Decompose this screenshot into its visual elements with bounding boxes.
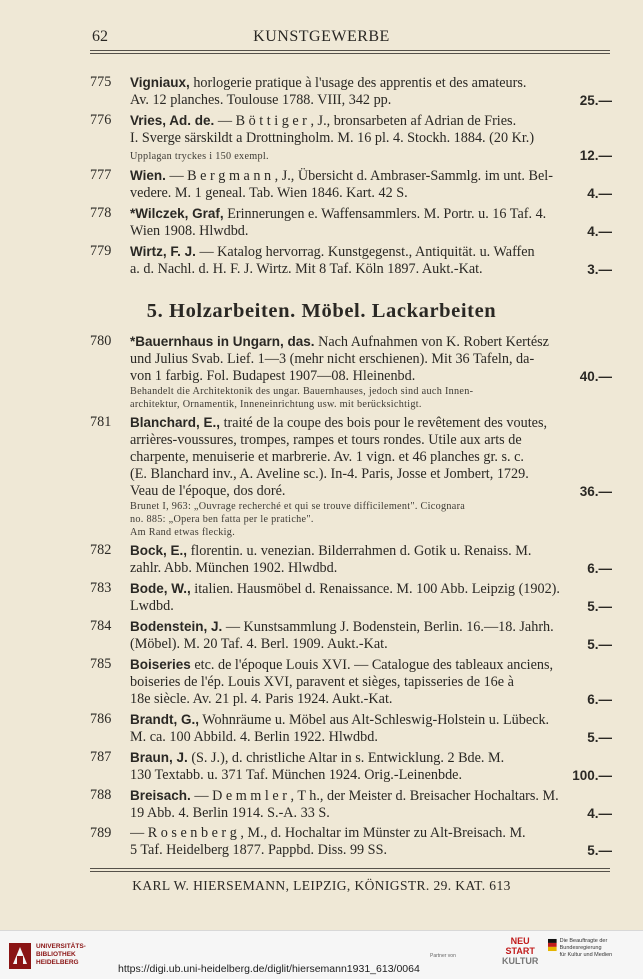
partner-label: Partner von <box>430 953 456 959</box>
entry-price: 40.— <box>579 369 612 384</box>
catalog-entry <box>90 656 612 708</box>
entry-number: 783 <box>90 580 112 596</box>
entry-text: horlogerie pratique à l'usage des apprentis et des amateurs. <box>189 75 527 91</box>
entry-note: Upplagan tryckes i 150 exempl. <box>130 151 269 162</box>
catalog-entry <box>90 749 612 784</box>
entry-text: Veau de l'époque, dos doré. <box>130 483 286 499</box>
entry-number: 789 <box>90 825 112 841</box>
entry-author: Brandt, G., <box>130 712 200 727</box>
entry-line <box>130 580 612 598</box>
entry-price: 5.— <box>587 843 612 858</box>
entry-author: Wien. <box>130 168 166 183</box>
entry-author: Breisach. <box>130 788 191 803</box>
entry-author: Braun, J. <box>130 750 188 765</box>
entry-price: 6.— <box>587 561 612 576</box>
entry-line <box>130 167 612 185</box>
entry-text: Wohnräume u. Möbel aus Alt-Schleswig-Holstein u. Lübeck. <box>199 712 550 728</box>
entry-text: — Katalog hervorrag. Kunstgegenst., Antiquität. u. Waffen <box>195 244 535 260</box>
entry-text: vedere. M. 1 geneal. Tab. Wien 1846. Kart. 42 S. <box>130 185 408 201</box>
entry-author: Bock, E., <box>130 543 188 558</box>
entry-line <box>130 749 612 767</box>
catalog-entry <box>90 542 612 577</box>
entry-text: 5 Taf. Heidelberg 1877. Pappbd. Diss. 99 SS. <box>130 842 388 858</box>
entry-text: italien. Hausmöbel d. Renaissance. M. 100 Abb. Leipzig (1902). <box>190 581 560 597</box>
header-rule <box>90 50 610 51</box>
catalog-entry <box>90 243 612 278</box>
footer-rule <box>90 868 610 869</box>
entry-line <box>130 351 612 368</box>
entry-line <box>130 636 612 653</box>
entry-line <box>130 466 612 483</box>
entry-text: (Möbel). M. 20 Taf. 4. Berl. 1909. Aukt.-Kat. <box>130 636 388 652</box>
entry-number: 775 <box>90 74 112 90</box>
entry-number: 781 <box>90 414 112 430</box>
catalog-entry <box>90 711 612 746</box>
entry-text: I. Sverge särskildt a Drottningholm. M. 16 pl. 4. Stockh. 1884. (20 Kr.) <box>130 130 535 146</box>
entry-text: charpente, menuiserie et marbrerie. Av. 1 vign. et 46 planches gr. s. c. <box>130 449 524 465</box>
entry-price: 100.— <box>572 768 612 783</box>
entry-price: 4.— <box>587 224 612 239</box>
entry-number: 780 <box>90 333 112 349</box>
entry-line <box>130 223 612 240</box>
entry-number: 778 <box>90 205 112 221</box>
entry-text: Wien 1908. Hlwdbd. <box>130 223 249 239</box>
entry-text: etc. de l'époque Louis XVI. — Catalogue des tableaux anciens, <box>190 657 554 673</box>
entry-number: 787 <box>90 749 112 765</box>
entry-text: — R o s e n b e r g , M., d. Hochaltar im Münster zu Alt-Breisach. M. <box>130 825 526 841</box>
entry-price: 4.— <box>587 186 612 201</box>
entry-price: 5.— <box>587 730 612 745</box>
entry-price: 4.— <box>587 806 612 821</box>
entry-line <box>130 691 612 708</box>
entry-note: architektur, Ornamentik, Inneneinrichtung usw. mit berücksichtigt. <box>130 399 422 410</box>
entry-author: *Wilczek, Graf, <box>130 206 224 221</box>
entry-price: 5.— <box>587 599 612 614</box>
entry-text: 130 Textabb. u. 371 Taf. München 1924. Orig.-Leinenbde. <box>130 767 463 783</box>
entry-line <box>130 368 612 385</box>
entry-line <box>130 618 612 636</box>
entry-text: florentin. u. venezian. Bilderrahmen d. Gotik u. Renaiss. M. <box>187 543 532 559</box>
entry-line <box>130 842 612 859</box>
entry-number: 779 <box>90 243 112 259</box>
entry-author: *Bauernhaus in Ungarn, das. <box>130 334 315 349</box>
catalog-entry <box>90 825 612 859</box>
page-number: 62 <box>92 28 108 45</box>
entry-line <box>130 656 612 674</box>
entry-note: Behandelt die Architektonik des ungar. Bauernhauses, jedoch sind auch Innen- <box>130 386 474 397</box>
entry-text: (S. J.), d. christliche Altar in s. Entwicklung. 2 Bde. M. <box>187 750 505 766</box>
entry-line <box>130 130 612 147</box>
entry-text: — Kunstsammlung J. Bodenstein, Berlin. 16.—18. Jahrh. <box>222 619 554 635</box>
entry-line <box>130 674 612 691</box>
entry-text: und Julius Svab. Lief. 1—3 (mehr nicht erschienen). Mit 36 Tafeln, da- <box>130 351 535 367</box>
entry-number: 786 <box>90 711 112 727</box>
entry-line <box>130 432 612 449</box>
entry-text: 19 Abb. 4. Berlin 1914. S.-A. 33 S. <box>130 805 330 821</box>
entry-number: 782 <box>90 542 112 558</box>
entry-line <box>130 74 612 92</box>
entry-text: Erinnerungen e. Waffensammlers. M. Portr. u. 16 Taf. 4. <box>223 206 547 222</box>
entry-line <box>130 414 612 432</box>
catalog-entry <box>90 333 612 411</box>
entry-line <box>130 825 612 842</box>
entry-text: traité de la coupe des bois pour le revêtement des voutes, <box>220 415 548 431</box>
entry-line <box>130 483 612 500</box>
entry-text: M. ca. 100 Abbild. 4. Berlin 1922. Hlwdbd. <box>130 729 378 745</box>
entry-text: 18e siècle. Av. 21 pl. 4. Paris 1924. Aukt.-Kat. <box>130 691 393 707</box>
catalog-entry <box>90 205 612 240</box>
entry-line <box>130 560 612 577</box>
section-heading: 5. Holzarbeiten. Möbel. Lackarbeiten <box>146 300 497 322</box>
entry-number: 785 <box>90 656 112 672</box>
entry-author: Boiseries <box>130 657 191 672</box>
entry-text: a. d. Nachl. d. H. F. J. Wirtz. Mit 8 Taf. Köln 1897. Aukt.-Kat. <box>130 261 483 277</box>
entry-line <box>130 147 612 164</box>
entry-number: 777 <box>90 167 112 183</box>
library-logo-text[interactable]: UNIVERSITÄTS- BIBLIOTHEK HEIDELBERG <box>36 943 86 966</box>
entry-line <box>130 598 612 615</box>
entry-price: 25.— <box>579 93 612 108</box>
catalog-entry <box>90 167 612 202</box>
entry-note: Am Rand etwas fleckig. <box>130 527 236 538</box>
entry-text: — B e r g m a n n , J., Übersicht d. Ambraser-Sammlg. im unt. Bel- <box>165 168 553 184</box>
entry-number: 784 <box>90 618 112 634</box>
entry-line <box>130 729 612 746</box>
catalog-entry <box>90 414 612 539</box>
entry-line <box>130 449 612 466</box>
entry-author: Bodenstein, J. <box>130 619 223 634</box>
page-title: KUNSTGEWERBE <box>253 28 390 45</box>
university-seal-icon[interactable] <box>8 942 32 970</box>
entry-line <box>130 711 612 729</box>
entry-author: Bode, W., <box>130 581 191 596</box>
entry-line <box>130 333 612 351</box>
document-url[interactable]: https://digi.ub.uni-heidelberg.de/diglit/hiersemann1931_613/0064 <box>118 963 420 975</box>
entry-number: 788 <box>90 787 112 803</box>
entry-text: Lwdbd. <box>130 598 174 614</box>
entry-number: 776 <box>90 112 112 128</box>
entry-line <box>130 805 612 822</box>
entry-line <box>130 243 612 261</box>
entry-text: Nach Aufnahmen von K. Robert Kertész <box>314 334 549 350</box>
entry-line <box>130 185 612 202</box>
entry-text: arrières-voussures, trompes, rampes et tours rondes. Utile aux arts de <box>130 432 522 448</box>
publisher-footer: KARL W. HIERSEMANN, LEIPZIG, KÖNIGSTR. 29. KAT. 613 <box>132 878 511 893</box>
entry-line <box>130 261 612 278</box>
entry-text: — D e m m l e r , T h., der Meister d. Breisacher Hochaltars. M. <box>190 788 559 804</box>
catalog-entry <box>90 74 612 109</box>
entry-text: zahlr. Abb. München 1902. Hlwdbd. <box>130 560 338 576</box>
header-rule-2 <box>90 53 610 54</box>
entry-text: boiseries de l'ép. Louis XVI, paravent et sièges, tapisseries de 16e à <box>130 674 514 690</box>
entry-text: von 1 farbig. Fol. Budapest 1907—08. Hleinenbd. <box>130 368 416 384</box>
entry-line <box>130 787 612 805</box>
entry-line <box>130 112 612 130</box>
catalog-entry <box>90 618 612 653</box>
entry-price: 12.— <box>579 148 612 163</box>
entry-author: Blanchard, E., <box>130 415 221 430</box>
federal-eagle-icon <box>548 938 557 952</box>
entry-price: 6.— <box>587 692 612 707</box>
entry-price: 36.— <box>579 484 612 499</box>
entry-note: no. 885: „Opera ben fatta per le pratiche". <box>130 514 314 525</box>
neustart-kultur-logo[interactable]: NEU START KULTUR <box>502 936 539 966</box>
entry-line <box>130 767 612 784</box>
entry-line <box>130 92 612 109</box>
entry-author: Vigniaux, <box>130 75 190 90</box>
entry-text: — B ö t t i g e r , J., bronsarbeten af Adrian de Fries. <box>214 113 517 129</box>
entry-price: 5.— <box>587 637 612 652</box>
entry-text: Av. 12 planches. Toulouse 1788. VIII, 342 pp. <box>130 92 392 108</box>
entry-line <box>130 205 612 223</box>
catalog-entry <box>90 112 612 164</box>
entry-price: 3.— <box>587 262 612 277</box>
footer-rule-2 <box>90 871 610 872</box>
entry-author: Vries, Ad. de. <box>130 113 215 128</box>
sponsor-logo[interactable]: Die Beauftragte der Bundesregierung für Kultur und Medien <box>548 938 638 959</box>
catalog-entry <box>90 787 612 822</box>
entry-text: (E. Blanchard inv., A. Aveline sc.). In-4. Paris, Josse et Jombert, 1729. <box>130 466 529 482</box>
entry-note: Brunet I, 963: „Ouvrage recherché et qui se trouve difficilement". Cicognara <box>130 501 466 512</box>
catalog-entry <box>90 580 612 615</box>
entry-author: Wirtz, F. J. <box>130 244 196 259</box>
entry-line <box>130 542 612 560</box>
